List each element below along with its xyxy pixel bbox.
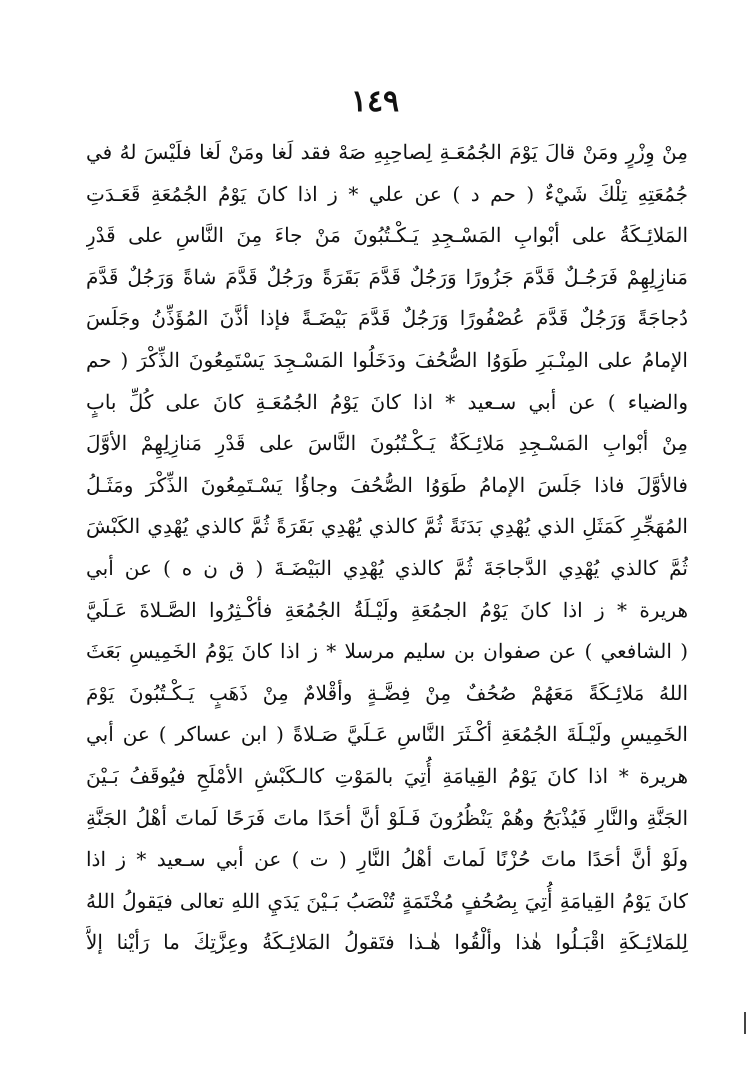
text-line-4: مَنازِلِهِمْ فَرَجُـلٌ قَدَّمَ جَزُورًا وَرَجُلٌ قَدَّمَ بَقَرَةً ورَجُلٌ قَدَّمَ شاةً وَرَجُلٌ قَدَّمَ: [86, 264, 688, 289]
text-line-15: الخَمِيسِ ولَيْـلَةَ الجُمُعَةِ أكْـثَرَ النَّاسِ عَـلَيَّ صَـلاةً ( ابن عساكر ) عن أبي: [86, 722, 688, 747]
text-line-5: دُجاجَةً وَرَجُلٌ قَدَّمَ عُصْفُورًا وَرَجُلٌ قَدَّمَ بَيْضَـةً فإذا أذَّنَ المُؤَذِّنُ وجَلَسَ: [86, 306, 688, 331]
text-line-13: ( الشافعي ) عن صفوان بن سليم مرسلا * ز اذا كانَ يَوْمُ الخَمِيسِ بَعَثَ: [86, 639, 688, 664]
scan-margin-mark: [744, 1012, 746, 1034]
text-line-11: ثُمَّ كالذي يُهْدِي الدَّجاجَةَ ثُمَّ كالذي يُهْدِي البَيْضَـةَ ( ق ن ه ) عن أبي: [86, 555, 688, 580]
page-number: ١٤٩: [350, 84, 400, 119]
text-line-19: كانَ يَوْمُ القِيامَةِ أُتِيَ بِصُحُفٍ مُخْتَمَةٍ تُنْصَبُ بَـيْنَ يَدَيِ اللهِ تعالى فيَقولُ اللهُ: [86, 888, 688, 913]
text-line-18: ولَوْ أنَّ أحَدًا ماتَ حُزْنًا لَماتَ أهْلُ النَّارِ ( ت ) عن أبي سـعيد * ز اذا: [86, 847, 688, 872]
text-line-8: مِنْ أبْوابِ المَسْـجِدِ مَلائِـكَةٌ يَـكْـتُبُونَ النَّاسَ على قَدْرِ مَنازِلِهِمْ الأوَّلَ: [86, 431, 688, 456]
text-line-9: فالأوَّلَ فاذا جَلَسَ الإمامُ طَوَوُا الصُّحُفَ وجاؤُا يَسْـتَمِعُونَ الذِّكْرَ ومَثَـلُ: [86, 472, 688, 497]
text-line-12: هريرة * ز اذا كانَ يَوْمُ الجمُعَةِ ولَيْـلَةُ الجُمُعَةِ فأكْـثِرُوا الصَّـلاةَ عَـلَيَّ: [86, 597, 688, 622]
text-line-1: مِنْ وِزْرٍ ومَنْ قالَ يَوْمَ الجُمُعَـةِ لِصاحِبِهِ صَهْ فقد لَغا ومَنْ لَغا فلَيْسَ لهُ في: [86, 140, 688, 164]
text-line-2: جُمُعَتِهِ تِلْكَ شَيْءٌ ( حم د ) عن علي * ز اذا كانَ يَوْمُ الجُمُعَةِ قَعَـدَتِ: [86, 181, 688, 206]
text-line-20: لِلمَلائِـكَةِ اقْبَـلُوا هٰذا وألْقُوا هٰـذا فتَقولُ المَلائِـكَةُ وعِزَّتِكَ ما رَأيْنا إلاَّ: [86, 930, 688, 955]
text-line-3: المَلائِـكَةُ على أبْوابِ المَسْـجِدِ يَـكْـتُبُونَ مَنْ جاءَ مِنَ النَّاسِ على قَدْرِ: [86, 223, 688, 248]
text-line-17: الجَنَّةِ والنَّارِ فَيُذْبَحُ وهُمْ يَنْظُرُونَ فَـلَوْ أنَّ أحَدًا ماتَ فَرَحًا لَماتَ أهْلُ الجَنَّةِ: [86, 805, 688, 830]
text-line-10: المُهَجِّرِ كَمَثَلِ الذي يُهْدِي بَدَنَةً ثُمَّ كالذي يُهْدِي بَقَرَةً ثُمَّ كالذي يُهْدِي الكَبْشَ: [86, 514, 688, 539]
text-line-7: والضياء ) عن أبي سـعيد * اذا كانَ يَوْمُ الجُمُعَـةِ كانَ على كُلِّ بابٍ: [86, 389, 688, 414]
text-line-16: هريرة * اذا كانَ يَوْمُ القِيامَةِ أُتِيَ بالمَوْتِ كالـكَبْشِ الأمْلَحِ فيُوقَفُ بَـيْنَ: [86, 763, 688, 788]
body-text: [86, 132, 688, 964]
text-line-14: اللهُ مَلائِـكَةً مَعَهُمْ صُحُفٌ مِنْ فِضَّـةٍ وأقْلامٌ مِنْ ذَهَبٍ يَـكْـتُبُونَ يَوْمَ: [86, 680, 688, 705]
text-line-6: الإمامُ على المِنْـبَرِ طَوَوُا الصُّحُفَ ودَخَلُوا المَسْـجِدَ يَسْتَمِعُونَ الذِّكْرَ ( حم: [86, 347, 688, 372]
